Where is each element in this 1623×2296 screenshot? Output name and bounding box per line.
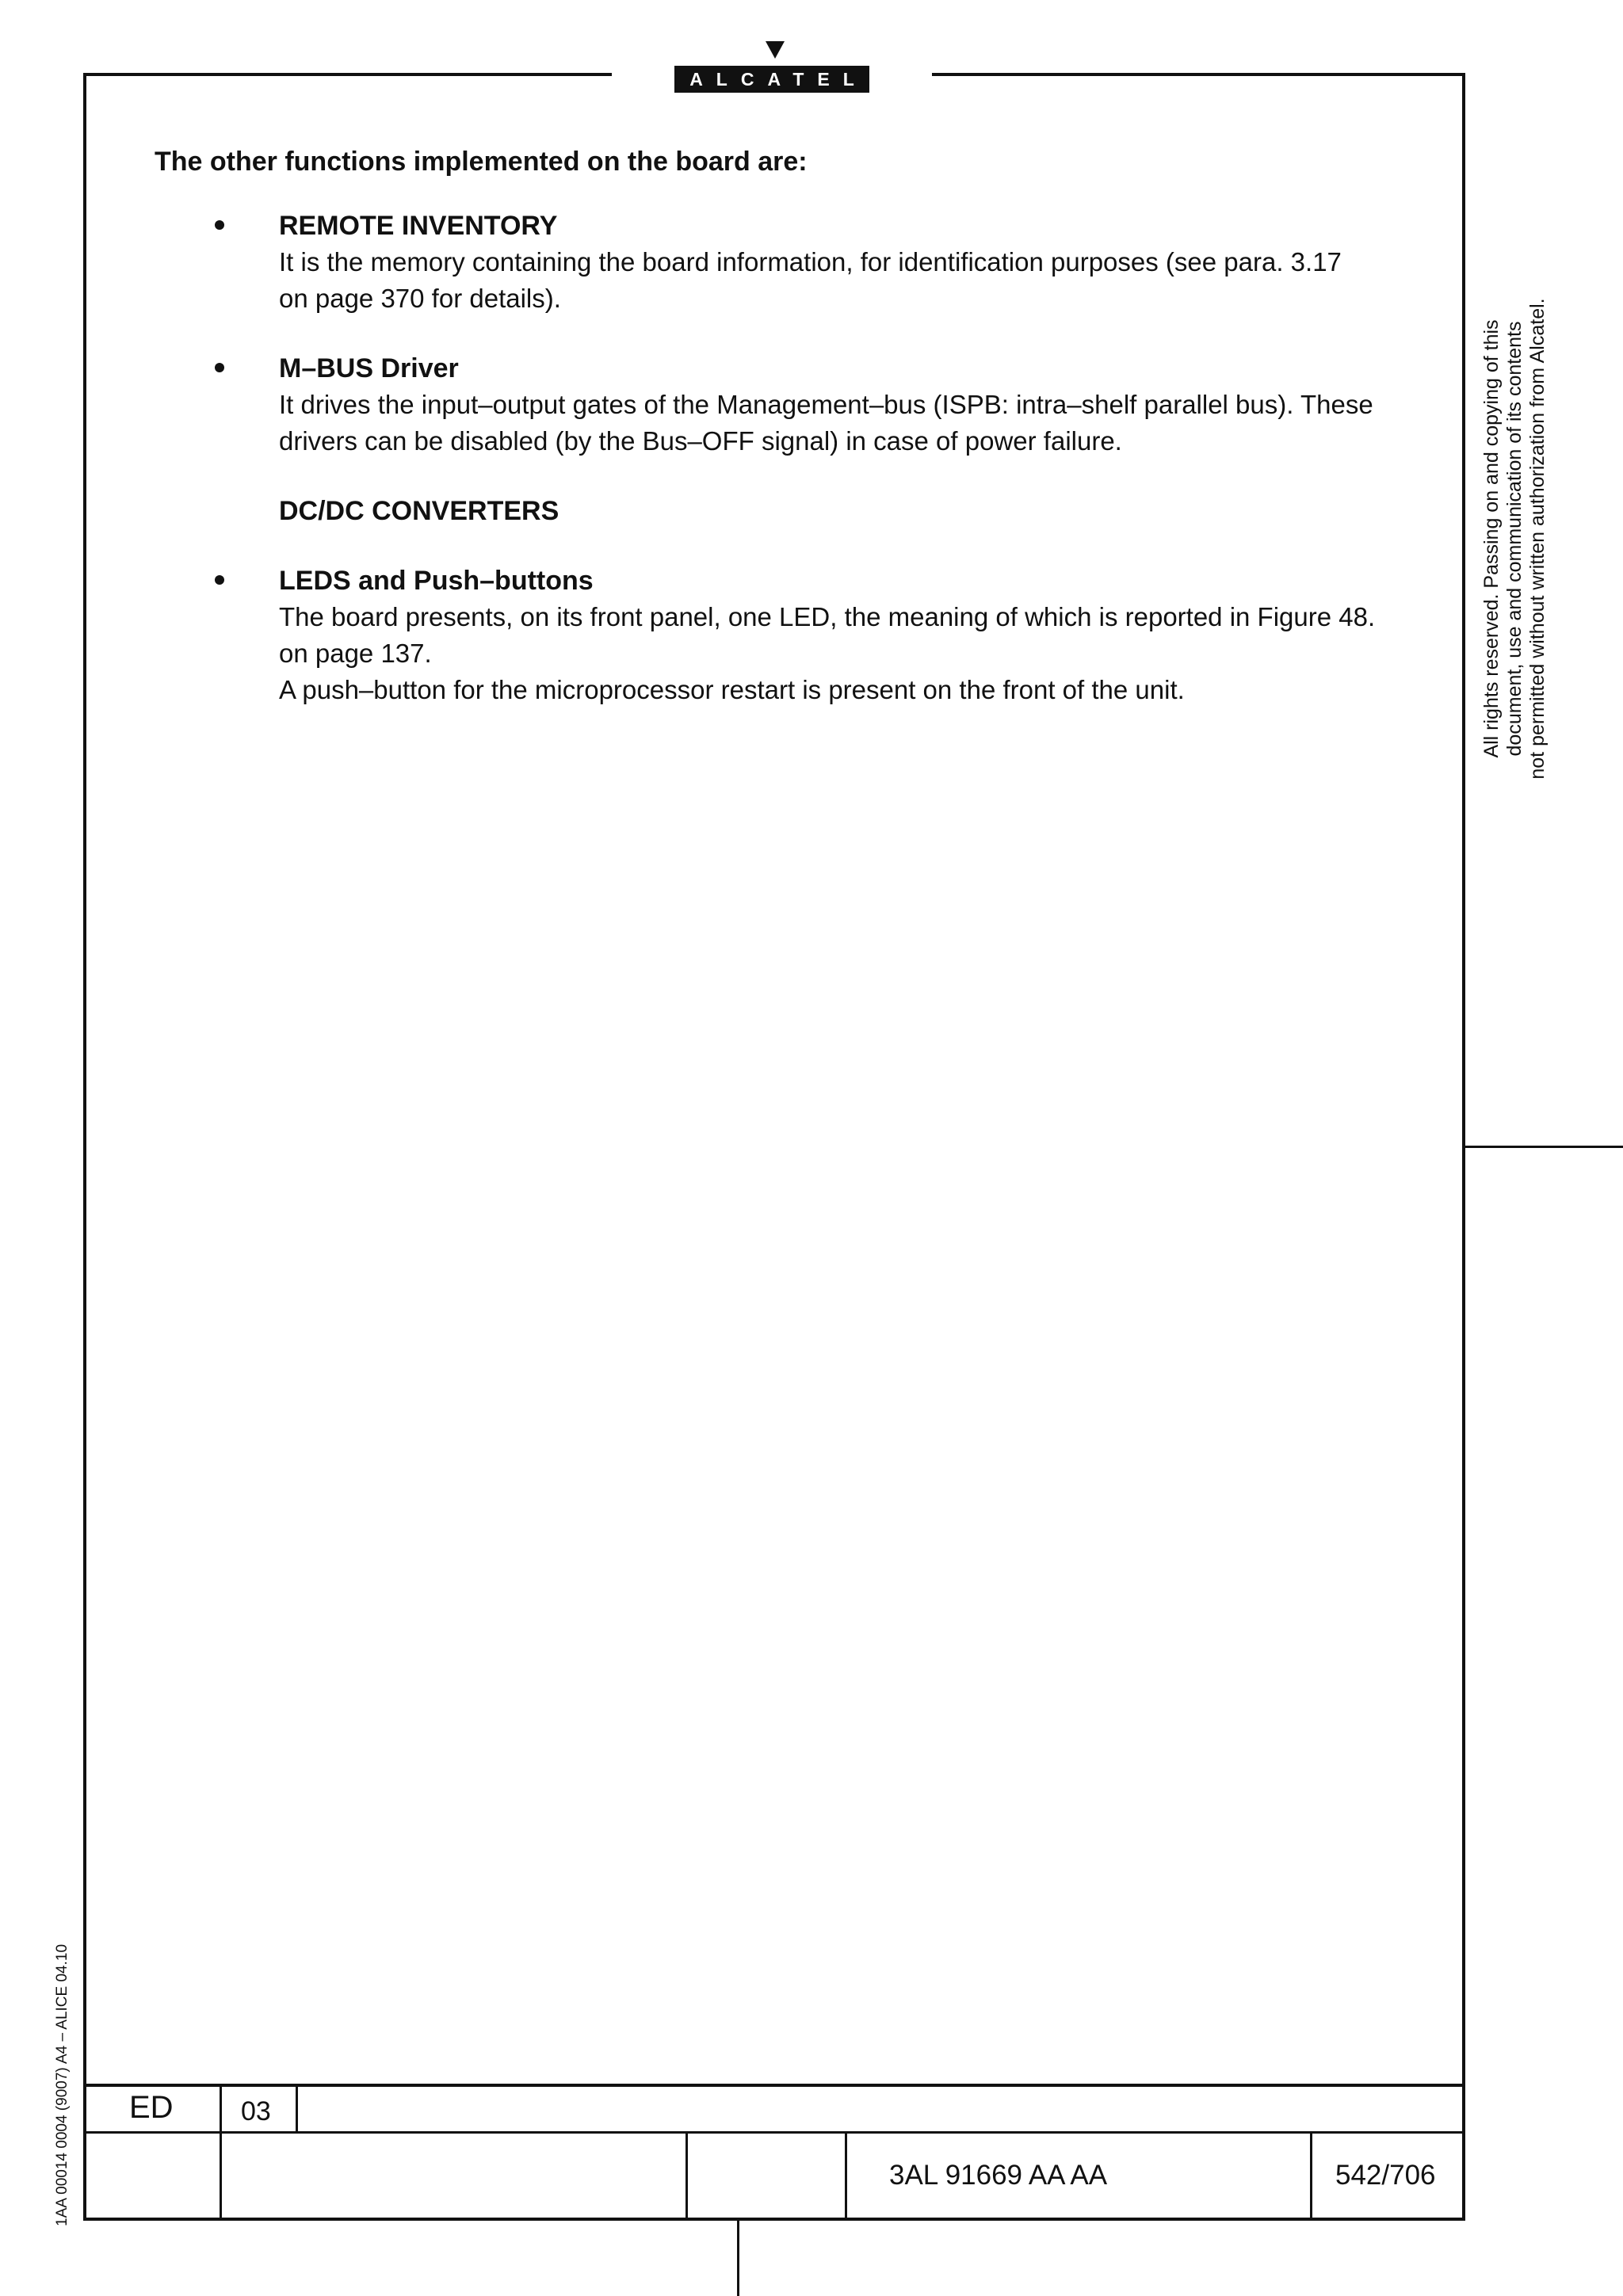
- item-text: The board presents, on its front panel, one LED, the meaning of which is reported in Figure 48.: [279, 602, 1376, 631]
- item-text: on page 137.: [279, 639, 432, 668]
- legal-line: All rights reserved. Passing on and copying of this: [1480, 319, 1503, 758]
- frame-bottom-tick: [737, 2221, 739, 2296]
- footer-mid-line: [83, 2131, 1465, 2134]
- footer-div-2: [296, 2084, 298, 2133]
- logo-arrow-icon: [766, 41, 785, 59]
- legal-notice: [1480, 269, 1556, 808]
- document-code: 3AL 91669 AA AA: [889, 2160, 1108, 2191]
- item-title: DC/DC CONVERTERS: [279, 496, 559, 526]
- item-text: A push–button for the microprocessor restart is present on the front of the unit.: [279, 675, 1185, 704]
- edition-value: 03: [241, 2096, 271, 2126]
- bullet-icon: [215, 220, 224, 230]
- legal-line: not permitted without written authorization from Alcatel.: [1526, 298, 1549, 780]
- footer-div-1: [220, 2084, 222, 2220]
- item-text: drivers can be disabled (by the Bus–OFF signal) in case of power failure.: [279, 426, 1122, 456]
- intro-heading: The other functions implemented on the board are:: [155, 147, 808, 177]
- item-text: on page 370 for details).: [279, 284, 561, 313]
- list-item-dcdc-converters: [155, 493, 1423, 529]
- list-item-leds-pushbuttons: [155, 563, 1423, 708]
- frame-right-tick: [1465, 1146, 1623, 1148]
- footer-div-5: [1310, 2131, 1312, 2220]
- item-text: It is the memory containing the board information, for identification purposes (see para. 3.17: [279, 247, 1342, 277]
- item-text: It drives the input–output gates of the Management–bus (ISPB: intra–shelf parallel bus). These: [279, 390, 1373, 419]
- footer-bottom-line: [83, 2218, 1465, 2221]
- alcatel-logo: ALCATEL: [674, 66, 869, 93]
- item-title: REMOTE INVENTORY: [279, 211, 558, 241]
- frame-left: [83, 73, 86, 2221]
- list-item-remote-inventory: [155, 208, 1423, 317]
- bullet-icon: [215, 575, 224, 585]
- form-code: 1AA 00014 0004 (9007) A4 – ALICE 04.10: [54, 1943, 71, 2226]
- frame-top-right: [932, 73, 1465, 76]
- edition-label: ED: [129, 2090, 174, 2125]
- list-item-mbus-driver: [155, 350, 1423, 460]
- footer-div-3: [685, 2131, 688, 2220]
- footer-top-line: [83, 2084, 1465, 2087]
- item-title: M–BUS Driver: [279, 353, 459, 383]
- bullet-icon: [215, 363, 224, 372]
- item-title: LEDS and Push–buttons: [279, 566, 594, 596]
- footer-div-4: [845, 2131, 847, 2220]
- frame-top-left: [83, 73, 612, 76]
- page-number: 542/706: [1335, 2160, 1436, 2191]
- legal-line: document, use and communication of its contents: [1503, 321, 1526, 757]
- main-content: [155, 147, 1423, 742]
